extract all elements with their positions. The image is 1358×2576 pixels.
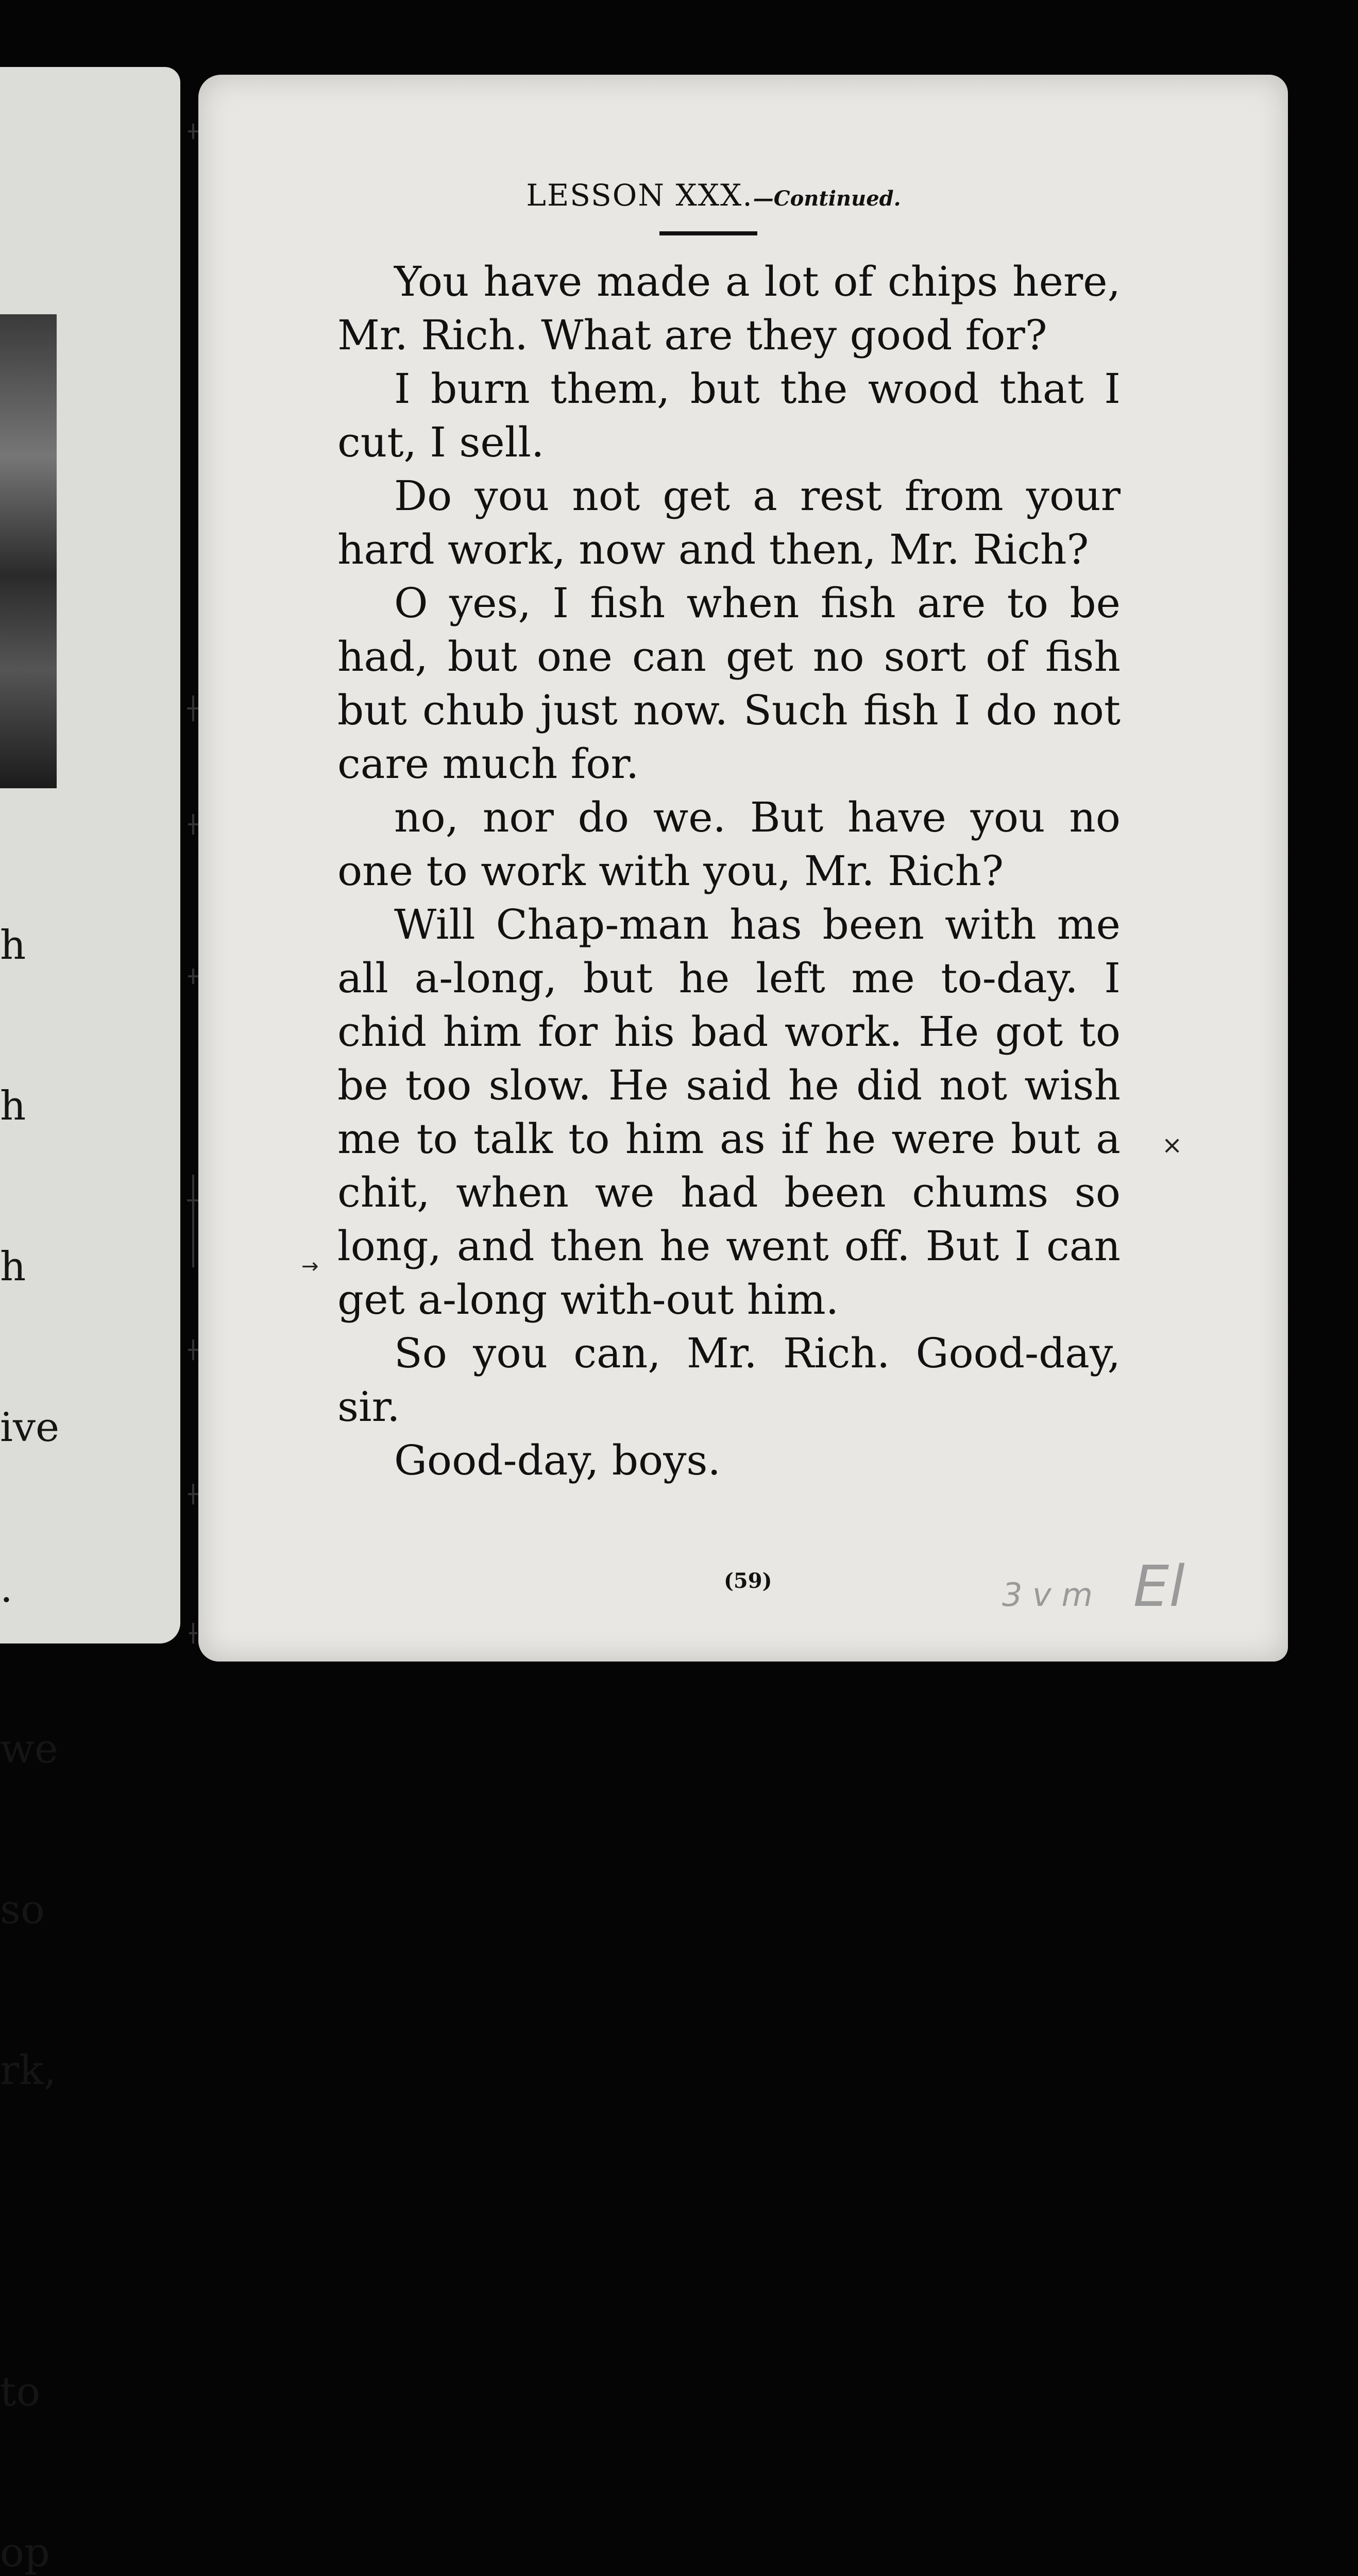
fragment-line: . <box>0 1565 13 1612</box>
fragment-line: h <box>0 922 26 969</box>
paragraph: So you can, Mr. Rich. Good-day, sir. <box>337 1329 1121 1431</box>
pencil-note-letters: El <box>1133 1553 1185 1619</box>
facing-page-illustration <box>0 314 57 788</box>
pencil-note-text: 3 v m <box>1002 1576 1093 1614</box>
book-page <box>198 75 1288 1662</box>
page-content <box>337 178 1121 1487</box>
paragraph: You have made a lot of chips here, Mr. Rich. What are they good for? <box>337 258 1121 359</box>
fragment-line: we <box>0 1726 58 1772</box>
continued-label: —Continued. <box>753 187 901 211</box>
lesson-heading <box>307 178 1121 213</box>
margin-x-mark-icon: × <box>1162 1131 1183 1160</box>
fragment-line: ive <box>0 1404 60 1451</box>
margin-arrow-mark-icon: → <box>301 1255 319 1278</box>
facing-page <box>0 67 180 2576</box>
paragraph: O yes, I fish when fish are to be had, but one can get no sort of fish but chub just now. Such fish I do not care much for. <box>337 579 1121 788</box>
fragment-line: op <box>0 2530 50 2576</box>
paragraph: Good-day, boys. <box>394 1436 721 1484</box>
fragment-line <box>0 2205 59 2258</box>
lesson-title: LESSON XXX. <box>526 178 753 213</box>
facing-page-text-fragments <box>0 811 59 2576</box>
paragraph: no, nor do we. But have you no one to work with you, Mr. Rich? <box>337 793 1121 895</box>
fragment-line: to <box>0 2369 41 2415</box>
paragraph: Do you not get a rest from your hard work, now and then, Mr. Rich? <box>337 472 1121 573</box>
heading-rule <box>659 231 757 235</box>
fragment-line: so <box>0 1887 45 1933</box>
fragment-line: h <box>0 1083 26 1129</box>
paragraph: Will Chap-man has been with me all a-long, but he left me to-day. I chid him for his bad work. He got to be too slow. He said he did not wish me to talk to him as if he were but a chit, when we had been chums so long, and then he went off. But I can get a-long with-out him. <box>337 901 1121 1324</box>
pencil-annotation <box>1002 1553 1185 1619</box>
fragment-line: h <box>0 1244 26 1290</box>
fragment-line: rk, <box>0 2047 57 2094</box>
paragraph: I burn them, but the wood that I cut, I sell. <box>337 365 1121 466</box>
page-number: (59) <box>724 1569 772 1593</box>
